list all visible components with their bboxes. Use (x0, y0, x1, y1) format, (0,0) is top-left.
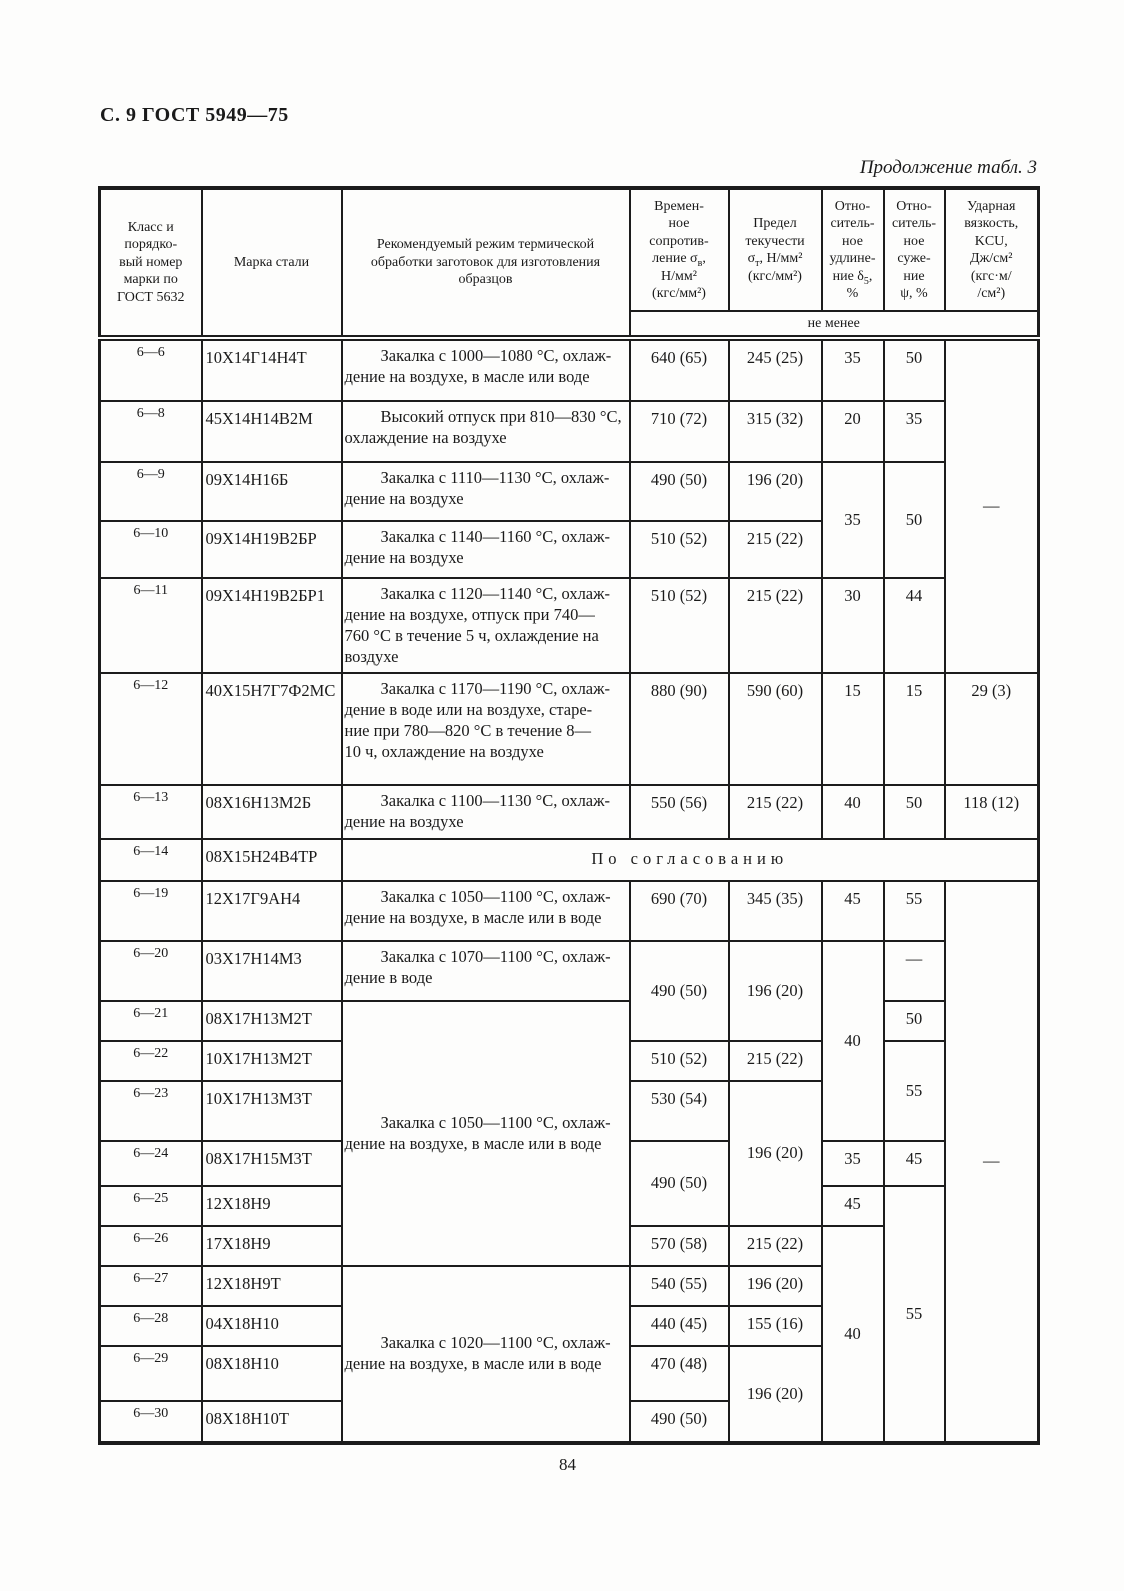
contraction-cell: 50 (884, 785, 945, 839)
col-header-treatment: Рекомендуемый режим термической обработки заготовок для изготовления образцов (342, 188, 630, 338)
col-header-grade: Марка стали (202, 188, 342, 338)
contraction-cell: — (884, 941, 945, 1001)
table-row (100, 839, 1039, 881)
tensile-cell: 490 (50) (630, 1141, 729, 1226)
steel-class-cell: 6—23 (100, 1081, 202, 1141)
steel-class-cell: 6—10 (100, 521, 202, 578)
steel-grade-cell: 08Х17Н15М3Т (202, 1141, 342, 1186)
tensile-cell: 510 (52) (630, 521, 729, 578)
page-number: 84 (559, 1455, 576, 1474)
contraction-cell: 35 (884, 401, 945, 462)
steel-class-cell: 6—19 (100, 881, 202, 941)
tensile-cell: 510 (52) (630, 578, 729, 673)
steel-class-cell: 6—21 (100, 1001, 202, 1041)
steel-class-cell: 6—30 (100, 1401, 202, 1443)
elongation-cell: 15 (822, 673, 884, 785)
steel-grade-cell: 10Х17Н13М3Т (202, 1081, 342, 1141)
contraction-cell: 55 (884, 1041, 945, 1141)
steel-class-cell: 6—29 (100, 1346, 202, 1401)
steel-grade-cell: 45Х14Н14В2М (202, 401, 342, 462)
treatment-cell: Высокий отпуск при 810—830 °С, охлаждение на воздухе (342, 401, 630, 462)
table-row (100, 401, 1039, 462)
steel-grade-cell: 40Х15Н7Г7Ф2МС (202, 673, 342, 785)
treatment-cell: Закалка с 1000—1080 °С, охлаж- дение на воздухе, в масле или воде (342, 338, 630, 401)
elongation-cell: 45 (822, 1186, 884, 1226)
steel-class-cell: 6—9 (100, 462, 202, 521)
steel-class-cell: 6—20 (100, 941, 202, 1001)
steel-grade-cell: 08Х18Н10Т (202, 1401, 342, 1443)
yield-cell: 215 (22) (729, 521, 822, 578)
tensile-cell: 880 (90) (630, 673, 729, 785)
yield-cell: 345 (35) (729, 881, 822, 941)
col-header-yield: Предел текучести $\sigma_т$, Н/мм² (кгс/мм²) (729, 188, 822, 311)
treatment-cell: Закалка с 1070—1100 °С, охлаж- дение в воде (342, 941, 630, 1001)
col-header-impact: Ударная вязкость, KCU, Дж/см² (кгс·м/ /см²) (945, 188, 1039, 311)
elongation-cell: 30 (822, 578, 884, 673)
tensile-cell: 640 (65) (630, 338, 729, 401)
yield-cell: 215 (22) (729, 578, 822, 673)
table-row (100, 673, 1039, 785)
steel-grade-cell: 08Х18Н10 (202, 1346, 342, 1401)
steel-class-cell: 6—8 (100, 401, 202, 462)
steel-class-cell: 6—12 (100, 673, 202, 785)
steel-grade-cell: 09Х14Н16Б (202, 462, 342, 521)
elongation-cell: 40 (822, 941, 884, 1141)
impact-cell: — (945, 881, 1039, 1443)
contraction-cell: 55 (884, 881, 945, 941)
yield-cell: 315 (32) (729, 401, 822, 462)
steel-grade-cell: 12Х17Г9АН4 (202, 881, 342, 941)
steel-grade-cell: 10Х14Г14Н4Т (202, 338, 342, 401)
steel-grade-cell: 09Х14Н19В2БР1 (202, 578, 342, 673)
steel-class-cell: 6—6 (100, 338, 202, 401)
steel-grade-cell: 03Х17Н14М3 (202, 941, 342, 1001)
tensile-cell: 510 (52) (630, 1041, 729, 1081)
steel-grade-cell: 12Х18Н9 (202, 1186, 342, 1226)
col-header-tensile: Времен- ное сопротив- ление $\sigma_в$, Н/мм² (кгс/мм²) (630, 188, 729, 311)
doc-header: С. 9 ГОСТ 5949—75 (100, 104, 289, 126)
steel-properties-table (98, 186, 1040, 1445)
contraction-cell: 50 (884, 338, 945, 401)
tensile-cell: 530 (54) (630, 1081, 729, 1141)
steel-grade-cell: 12Х18Н9Т (202, 1266, 342, 1306)
impact-cell: 29 (3) (945, 673, 1039, 785)
treatment-cell: Закалка с 1170—1190 °С, охлаж- дение в воде или на воздухе, старе- ние при 780—820 °С в течение 8— 10 ч, охлаждение на воздухе (342, 673, 630, 785)
table-row (100, 578, 1039, 673)
tensile-cell: 690 (70) (630, 881, 729, 941)
treatment-cell: Закалка с 1020—1100 °С, охлаж- дение на воздухе, в масле или в воде (342, 1266, 630, 1443)
impact-cell: 118 (12) (945, 785, 1039, 839)
table-caption: Продолжение табл. 3 (859, 157, 1037, 178)
steel-class-cell: 6—26 (100, 1226, 202, 1266)
steel-class-cell: 6—24 (100, 1141, 202, 1186)
table-row (100, 462, 1039, 521)
steel-class-cell: 6—14 (100, 839, 202, 881)
contraction-cell: 15 (884, 673, 945, 785)
table-row (100, 1001, 1039, 1041)
contraction-cell: 50 (884, 462, 945, 578)
table-row (100, 941, 1039, 1001)
yield-cell: 215 (22) (729, 785, 822, 839)
agreement-cell: По согласованию (342, 839, 1039, 881)
table-row (100, 338, 1039, 401)
elongation-cell: 35 (822, 338, 884, 401)
tensile-cell: 490 (50) (630, 941, 729, 1041)
tensile-cell: 440 (45) (630, 1306, 729, 1346)
elongation-cell: 35 (822, 1141, 884, 1186)
yield-cell: 196 (20) (729, 1081, 822, 1226)
tensile-cell: 540 (55) (630, 1266, 729, 1306)
treatment-cell: Закалка с 1120—1140 °С, охлаж- дение на воздухе, отпуск при 740— 760 °С в течение 5 ч, охлаждение на воздухе (342, 578, 630, 673)
steel-class-cell: 6—13 (100, 785, 202, 839)
header-row (100, 188, 1039, 311)
yield-cell: 155 (16) (729, 1306, 822, 1346)
table-row (100, 881, 1039, 941)
col-header-contraction: Отно- ситель- ное суже- ние ψ, % (884, 188, 945, 311)
yield-cell: 590 (60) (729, 673, 822, 785)
yield-cell: 196 (20) (729, 1346, 822, 1443)
steel-class-cell: 6—11 (100, 578, 202, 673)
treatment-cell: Закалка с 1050—1100 °С, охлаж- дение на воздухе, в масле или в воде (342, 1001, 630, 1266)
yield-cell: 196 (20) (729, 462, 822, 521)
elongation-cell: 20 (822, 401, 884, 462)
steel-class-cell: 6—25 (100, 1186, 202, 1226)
tensile-cell: 490 (50) (630, 1401, 729, 1443)
col-header-elongation: Отно- ситель- ное удлине- ние $\delta_5$, % (822, 188, 884, 311)
contraction-cell: 50 (884, 1001, 945, 1041)
elongation-cell: 45 (822, 881, 884, 941)
yield-cell: 196 (20) (729, 941, 822, 1041)
steel-grade-cell: 10Х17Н13М2Т (202, 1041, 342, 1081)
steel-class-cell: 6—22 (100, 1041, 202, 1081)
treatment-cell: Закалка с 1140—1160 °С, охлаж- дение на воздухе (342, 521, 630, 578)
steel-class-cell: 6—27 (100, 1266, 202, 1306)
impact-cell: — (945, 338, 1039, 673)
steel-grade-cell: 08Х16Н13М2Б (202, 785, 342, 839)
tensile-cell: 470 (48) (630, 1346, 729, 1401)
treatment-cell: Закалка с 1050—1100 °С, охлаж- дение на воздухе, в масле или в воде (342, 881, 630, 941)
elongation-cell: 40 (822, 1226, 884, 1443)
steel-grade-cell: 08Х17Н13М2Т (202, 1001, 342, 1041)
subheader-not-less: не менее (630, 311, 1039, 338)
yield-cell: 196 (20) (729, 1266, 822, 1306)
elongation-cell: 40 (822, 785, 884, 839)
yield-cell: 215 (22) (729, 1041, 822, 1081)
contraction-cell: 44 (884, 578, 945, 673)
tensile-cell: 570 (58) (630, 1226, 729, 1266)
col-header-class: Класс и порядко- вый номер марки по ГОСТ 5632 (100, 188, 202, 338)
steel-grade-cell: 04Х18Н10 (202, 1306, 342, 1346)
contraction-cell: 55 (884, 1186, 945, 1443)
steel-class-cell: 6—28 (100, 1306, 202, 1346)
steel-grade-cell: 08Х15Н24В4ТР (202, 839, 342, 881)
table-wrapper (98, 186, 1040, 1445)
contraction-cell: 45 (884, 1141, 945, 1186)
elongation-cell: 35 (822, 462, 884, 578)
treatment-cell: Закалка с 1100—1130 °С, охлаж- дение на воздухе (342, 785, 630, 839)
treatment-cell: Закалка с 1110—1130 °С, охлаж- дение на воздухе (342, 462, 630, 521)
steel-grade-cell: 17Х18Н9 (202, 1226, 342, 1266)
table-row (100, 785, 1039, 839)
yield-cell: 245 (25) (729, 338, 822, 401)
tensile-cell: 550 (56) (630, 785, 729, 839)
yield-cell: 215 (22) (729, 1226, 822, 1266)
tensile-cell: 490 (50) (630, 462, 729, 521)
steel-grade-cell: 09Х14Н19В2БР (202, 521, 342, 578)
tensile-cell: 710 (72) (630, 401, 729, 462)
